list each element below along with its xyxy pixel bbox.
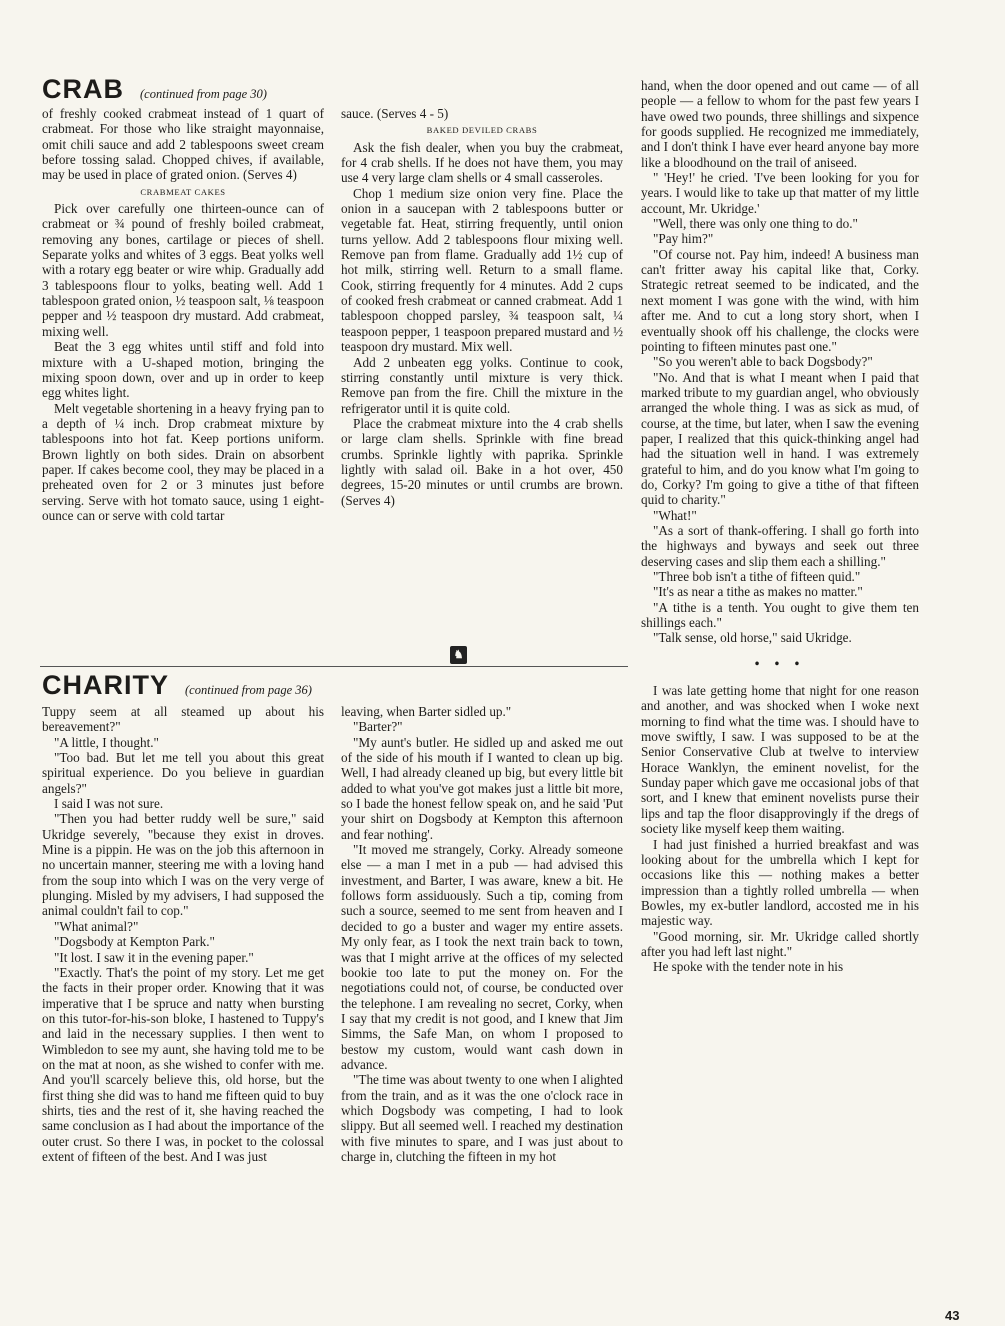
paragraph: "It moved me strangely, Corky. Already someone else — a man I met in a pub — had advised this investment, and Barter, I was aware, knew a bit. He follows form assiduously. Such a tip, coming from such a source, seemed to me sent from heaven and I decided to go a buster and wager my entire assets. My only fear, as I took the next train back to town, was that I might arrive at the offices of my selected bookie too late to put the money on. For the negotiations could not, of course, be conducted over the telephone. I am revealing no secret, Corky, when I say that my credit is not good, and I knew that Jim Simms, the Safe Man, on whom I proposed to bestow my custom, would want cash down in advance.	[341, 842, 623, 1072]
charity-heading	[42, 670, 312, 701]
paragraph: "Well, there was only one thing to do."	[653, 216, 858, 232]
charity-column-2	[341, 704, 623, 1164]
charity-continued-note: (continued from page 36)	[185, 683, 312, 697]
scene-break: • • •	[754, 655, 806, 671]
crab-column-2	[341, 106, 623, 508]
crab-col1-body	[42, 201, 324, 523]
paragraph: "A little, I thought."	[54, 734, 159, 750]
paragraph: "The time was about twenty to one when I alighted from the train, and as it was the one o'clock race in which Dogsbody was competing, I had to look slippy. But all seemed well. I reached my destination with five minutes to spare, and I was just about to charge in, clutching the fifteen in my hot	[341, 1072, 623, 1164]
baked-deviled-crabs-subhead: BAKED DEVILED CRABS	[426, 125, 538, 136]
charity-column-1	[42, 704, 324, 1164]
paragraph: "A tithe is a tenth. You ought to give them ten shillings each."	[641, 599, 919, 631]
paragraph: Ask the fish dealer, when you buy the crabmeat, for 4 crab shells. If he does not have them, you may use 4 very large clam shells or 4 small casseroles.	[341, 139, 623, 186]
paragraph: Add 2 unbeaten egg yolks. Continue to cook, stirring constantly until mixture is very thick. Remove pan from the fire. Chill the mixture in the refrigerator until it is quite cold.	[341, 354, 623, 416]
paragraph: Chop 1 medium size onion very fine. Place the onion in a saucepan with 2 tablespoons butter or vegetable fat. Heat, stirring frequently, until onion turns yellow. Add 2 tablespoons flour mixing well. Remove pan from flame. Gradually add 1½ cup of hot milk, stirring well. Return to a small flame. Cook, stirring frequently for 4 minutes. Add 2 cups of cooked fresh crabmeat or canned crabmeat. Add 1 tablespoon chopped parsley, ¾ teaspoon salt, ¼ teaspoon pepper, 1 teaspoon prepared mustard and ½ teaspoon dry mustard. Mix well.	[341, 185, 623, 355]
paragraph: "Good morning, sir. Mr. Ukridge called shortly after you had left last night."	[641, 928, 919, 959]
charity-column-3	[641, 78, 919, 975]
paragraph: "Pay him?"	[653, 231, 714, 247]
paragraph: "Of course not. Pay him, indeed! A business man can't fritter away his capital like that, Corky. Strategic retreat seemed to be indicated, and the next moment I was gone with the wind, with him after me. And to cut a long story short, when I eventually shook off his challenge, the clocks were pointing to fifteen minutes past one."	[641, 246, 919, 354]
paragraph: "It's as near a tithe as makes no matter."	[653, 584, 863, 600]
paragraph: I said I was not sure.	[54, 796, 164, 812]
page-number: 43	[945, 1308, 960, 1323]
paragraph: "No. And that is what I meant when I paid that marked tribute to my guardian angel, who obviously arranged the whole thing. I was as sick as mud, of course, at the time, but later, when I saw the evening paper, I realized that this quick-thinking angel had had the situation well in hand. I was extremely grateful to him, and do you know what I'm going to do, Corky? I'm going to give a tithe of that fifteen quid to charity."	[641, 369, 919, 508]
charity-title: CHARITY	[42, 670, 169, 700]
paragraph: "Too bad. But let me tell you about this great spiritual experience. Do you believe in guardian angels?"	[42, 750, 324, 796]
paragraph: "It lost. I saw it in the evening paper."	[54, 949, 254, 965]
charity-col3-body	[641, 78, 919, 646]
charity-col3-continuation	[641, 683, 919, 975]
paragraph: "So you weren't able to back Dogsbody?"	[653, 354, 873, 370]
paragraph: "Exactly. That's the point of my story. Let me get the facts in their proper order. Knowing that it was imperative that I be spruce and natty when bursting on this tutor-for-his-son bloke, I hastened to Tuppy's and laid in the necessary supplies. I then went to Wimbledon to see my aunt, she having told me to be on the mat at noon, as she wished to confer with me. And you'll scarcely believe this, old horse, but the first thing she did was to hand me fifteen quid to buy shirts, ties and the rest of it, she having reached the same conclusion as I had about the importance of the outer crust. So there I was, in pocket to the colossal extent of fifteen of the best. And I was just	[42, 964, 324, 1164]
paragraph: "Dogsbody at Kempton Park."	[54, 934, 215, 950]
crab-col2-body	[341, 140, 623, 508]
crab-heading	[42, 74, 267, 105]
paragraph: Tuppy seem at all steamed up about his bereavement?"	[42, 704, 324, 735]
paragraph: I had just finished a hurried breakfast and was looking about for the umbrella which I kept for occasions like this — nothing makes a better impression than a tightly rolled umbrella — when Bowles, my ex-butler landlord, accosted me in his majestic way.	[641, 836, 919, 929]
paragraph: Pick over carefully one thirteen-ounce can of crabmeat or ¾ pound of freshly boiled crabmeat, removing any bones, cartilage or pieces of shell. Separate yolks and whites of 3 eggs. Beat yolks well with a rotary egg beater or wire whip. Gradually add 3 tablespoons flour to yolks, beating well. Add 1 tablespoon grated onion, ½ teaspoon salt, ⅛ teaspoon pepper and ½ teaspoon dry mustard. Add crabmeat, mixing well.	[42, 201, 324, 339]
paragraph: hand, when the door opened and out came — of all people — a fellow to whom for the past few years I have owed two pounds, three shillings and sixpence for goods supplied. He recognized me immediately, and I don't think I have ever heard anyone bay more like a bloodhound on the trail of aniseed.	[641, 78, 919, 170]
paragraph: "Barter?"	[353, 719, 403, 735]
end-mark-rabbit-icon: ♞	[450, 646, 467, 664]
paragraph: "My aunt's butler. He sidled up and asked me out of the side of his mouth if I wanted to clean up big. Well, I had already cleaned up big, but every little bit added to what you've got makes just a little bit more, so I bade the honest fellow speak on, and he said 'Put your shirt on Dogsbody at Kempton this afternoon and fear nothing'.	[341, 734, 623, 842]
crab-title: CRAB	[42, 74, 124, 104]
paragraph: I was late getting home that night for one reason and another, and was shocked when I woke next morning to find what the time was. I should have to move swiftly, I saw. I was supposed to be at the Senior Conservative Club at twelve to interview Horace Wanklyn, the eminent novelist, for the Sunday paper which gave me occasional jobs of that sort, and I knew that eminent novelists purse their lips and tap the floor disapprovingly if the dregs of society like myself keep them waiting.	[641, 683, 919, 837]
paragraph: " 'Hey!' he cried. 'I've been looking for you for years. I would like to take up that matter of my little account, Mr. Ukridge.'	[641, 170, 919, 216]
paragraph: "What animal?"	[54, 918, 139, 934]
section-divider	[40, 666, 628, 667]
crab-col2-lead: sauce. (Serves 4 - 5)	[341, 106, 449, 121]
paragraph: "What!"	[653, 507, 697, 523]
paragraph: Beat the 3 egg whites until stiff and fold into mixture with a U-shaped motion, bringing the mixing spoon down, over and up in order to keep egg whites light.	[42, 339, 324, 401]
paragraph: "Three bob isn't a tithe of fifteen quid."	[653, 569, 861, 584]
paragraph: "Then you had better ruddy well be sure," said Ukridge severely, "because they exist in droves. Mine is a pippin. He was on the job this afternoon in no uncertain manner, steering me with a loving hand from the soup into which I was on the very verge of plunging. Misled by my advisers, I had supposed the animal couldn't fail to cop."	[42, 811, 324, 919]
paragraph: "Talk sense, old horse," said Ukridge.	[653, 630, 852, 646]
paragraph: Melt vegetable shortening in a heavy frying pan to a depth of ¼ inch. Drop crabmeat mixture by tablespoons into hot fat. Keep portions uniform. Brown lightly on both sides. Drain on absorbent paper. If cakes become cool, they may be placed in a preheated oven for 2 or 3 minutes just before serving. Serve with hot tomato sauce, using 1 eight-ounce can or serve with cold tartar	[42, 400, 324, 523]
crab-col1-intro	[42, 106, 324, 183]
crabmeat-cakes-subhead: CRABMEAT CAKES	[140, 186, 226, 197]
paragraph: Place the crabmeat mixture into the 4 crab shells or large clam shells. Sprinkle with fine bread crumbs. Sprinkle lightly with paprika. Sprinkle lightly with salad oil. Bake in a hot over, 450 degrees, 15-20 minutes or until crumbs are brown. (Serves 4)	[341, 415, 623, 508]
paragraph: of freshly cooked crabmeat instead of 1 quart of crabmeat. For those who like straight mayonnaise, omit chili sauce and add 2 tablespoons sweet cream before tossing salad. Chopped chives, if available, may be used in place of grated onion. (Serves 4)	[42, 106, 324, 183]
paragraph: He spoke with the tender note in his	[653, 959, 844, 975]
crab-continued-note: (continued from page 30)	[140, 87, 267, 101]
crab-column-1	[42, 106, 324, 523]
paragraph: leaving, when Barter sidled up."	[341, 704, 512, 719]
paragraph: "As a sort of thank-offering. I shall go forth into the highways and byways and seek out three deserving cases and slip them each a shilling."	[641, 522, 919, 569]
